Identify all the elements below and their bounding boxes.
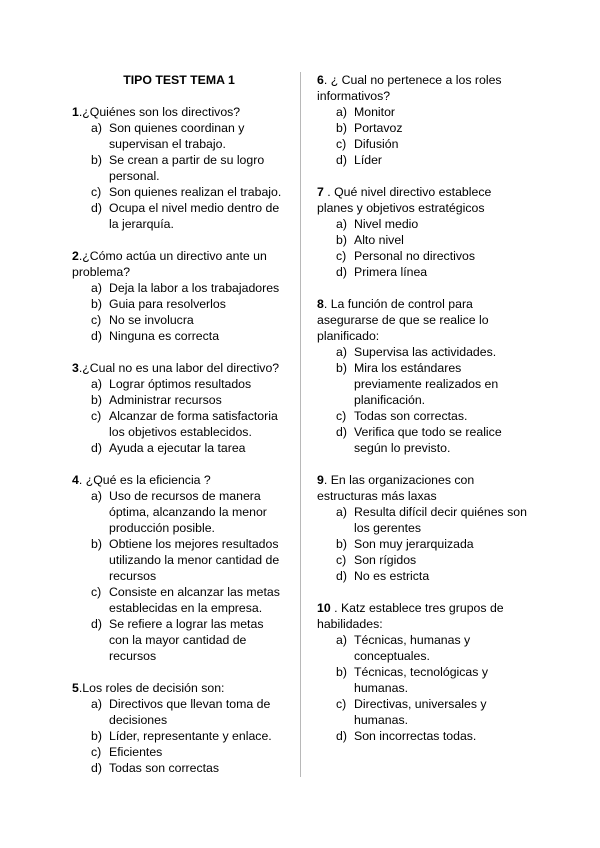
question-prompt: ¿Qué es la eficiencia ? (85, 473, 211, 487)
option-letter: d) (91, 617, 102, 631)
question-4 (72, 472, 286, 664)
question-3 (72, 360, 286, 456)
option-text: No se involucra (109, 313, 194, 327)
option-letter: a) (91, 489, 102, 503)
option-letter: a) (91, 281, 102, 295)
answer-option (317, 728, 529, 744)
option-text: Verifica que todo se realice según lo previsto. (354, 425, 502, 455)
question-8 (317, 296, 529, 456)
answer-options (72, 376, 286, 456)
option-letter: d) (91, 329, 102, 343)
question-1 (72, 104, 286, 232)
option-letter: b) (91, 537, 102, 551)
option-text: Nivel medio (354, 217, 419, 231)
question-5 (72, 680, 286, 776)
question-number: 3 (72, 361, 79, 375)
option-letter: a) (336, 105, 347, 119)
question-number: 8 (317, 297, 324, 311)
question-number: 4 (72, 473, 79, 487)
question-separator: . (323, 297, 331, 311)
question-text (317, 472, 529, 504)
answer-option (317, 136, 529, 152)
answer-option (72, 296, 286, 312)
answer-option (317, 264, 529, 280)
question-text (317, 184, 529, 216)
option-letter: d) (91, 201, 102, 215)
question-7 (317, 184, 529, 280)
option-text: Guia para resolverlos (109, 297, 226, 311)
question-number: 9 (317, 473, 324, 487)
option-text: Administrar recursos (109, 393, 222, 407)
option-text: Son rígidos (354, 553, 417, 567)
answer-options (72, 280, 286, 344)
option-letter: b) (336, 361, 347, 375)
option-text: Son muy jerarquizada (354, 537, 474, 551)
option-text: Son incorrectas todas. (354, 729, 477, 743)
question-prompt: ¿ Cual no pertenece a los roles informativos? (317, 73, 502, 103)
question-separator: . (323, 473, 331, 487)
answer-option (317, 120, 529, 136)
option-letter: d) (336, 569, 347, 583)
answer-option (317, 248, 529, 264)
option-text: Ninguna es correcta (109, 329, 220, 343)
answer-option (317, 536, 529, 552)
question-prompt: ¿Cual no es una labor del directivo? (82, 361, 280, 375)
question-separator: . (78, 681, 83, 695)
option-letter: b) (336, 233, 347, 247)
question-number: 6 (317, 73, 324, 87)
answer-options (72, 120, 286, 232)
question-separator: . (78, 105, 83, 119)
question-prompt: ¿Quiénes son los directivos? (82, 105, 241, 119)
answer-option (72, 760, 286, 776)
option-text: Supervisa las actividades. (354, 345, 497, 359)
question-2 (72, 248, 286, 344)
option-text: Se refiere a lograr las metas con la mayor cantidad de recursos (109, 617, 264, 663)
answer-option (317, 152, 529, 168)
option-text: No es estricta (354, 569, 430, 583)
question-prompt: La función de control para asegurarse de que se realice lo planificado: (317, 297, 489, 343)
option-text: Se crean a partir de su logro personal. (109, 153, 265, 183)
question-text (317, 296, 529, 344)
option-text: Mira los estándares previamente realizados en planificación. (354, 361, 499, 407)
right-column (317, 72, 529, 760)
option-text: Ayuda a ejecutar la tarea (109, 441, 246, 455)
answer-option (317, 216, 529, 232)
column-divider (300, 72, 301, 777)
answer-option (72, 744, 286, 760)
answer-options (317, 216, 529, 280)
question-text (72, 248, 286, 280)
option-letter: c) (336, 137, 347, 151)
option-text: Directivos que llevan toma de decisiones (109, 697, 271, 727)
option-text: Consiste en alcanzar las metas establecidas en la empresa. (109, 585, 280, 615)
option-letter: c) (91, 745, 102, 759)
answer-option (317, 408, 529, 424)
answer-option (72, 312, 286, 328)
question-text (317, 600, 529, 632)
option-text: Primera línea (354, 265, 428, 279)
question-10 (317, 600, 529, 744)
option-letter: a) (336, 505, 347, 519)
question-separator: . (323, 185, 335, 199)
question-text (72, 680, 286, 696)
answer-option (317, 696, 529, 728)
left-question-list (72, 104, 286, 776)
answer-option (317, 232, 529, 248)
question-separator: . (330, 601, 341, 615)
option-letter: b) (91, 393, 102, 407)
question-separator: . (323, 73, 331, 87)
question-number: 7 (317, 185, 324, 199)
option-letter: c) (91, 585, 102, 599)
question-separator: . (78, 249, 83, 263)
question-separator: . (78, 473, 86, 487)
option-text: Lograr óptimos resultados (109, 377, 252, 391)
question-6 (317, 72, 529, 168)
option-letter: a) (91, 121, 102, 135)
option-letter: c) (91, 409, 102, 423)
option-letter: a) (91, 697, 102, 711)
question-number: 1 (72, 105, 79, 119)
option-letter: c) (336, 697, 347, 711)
left-column (72, 72, 286, 792)
option-text: Monitor (354, 105, 396, 119)
question-prompt: En las organizaciones con estructuras más laxas (317, 473, 475, 503)
answer-option (72, 120, 286, 152)
option-letter: a) (336, 345, 347, 359)
option-text: Uso de recursos de manera óptima, alcanzando la menor producción posible. (109, 489, 267, 535)
answer-option (72, 328, 286, 344)
option-text: Ocupa el nivel medio dentro de la jerarquía. (109, 201, 280, 231)
answer-option (72, 616, 286, 664)
answer-options (317, 104, 529, 168)
answer-option (72, 488, 286, 536)
answer-option (72, 376, 286, 392)
option-letter: a) (336, 217, 347, 231)
option-letter: b) (336, 121, 347, 135)
option-letter: c) (336, 409, 347, 423)
answer-option (317, 632, 529, 664)
question-text (72, 360, 286, 376)
option-text: Personal no directivos (354, 249, 475, 263)
option-text: Líder, representante y enlace. (109, 729, 272, 743)
question-number: 2 (72, 249, 79, 263)
option-letter: c) (336, 553, 347, 567)
option-letter: d) (91, 761, 102, 775)
answer-option (72, 392, 286, 408)
answer-option (317, 504, 529, 536)
answer-option (72, 184, 286, 200)
answer-option (317, 424, 529, 456)
answer-option (317, 344, 529, 360)
answer-option (72, 440, 286, 456)
answer-option (317, 568, 529, 584)
option-letter: c) (91, 185, 102, 199)
answer-option (72, 408, 286, 440)
question-separator: . (78, 361, 83, 375)
answer-option (72, 536, 286, 584)
answer-option (317, 552, 529, 568)
answer-options (317, 344, 529, 456)
answer-option (72, 584, 286, 616)
question-prompt: Katz establece tres grupos de habilidades: (317, 601, 504, 631)
question-prompt: Qué nivel directivo establece planes y objetivos estratégicos (317, 185, 492, 215)
option-text: Técnicas, humanas y conceptuales. (354, 633, 471, 663)
answer-option (72, 280, 286, 296)
option-text: Líder (354, 153, 383, 167)
answer-option (317, 664, 529, 696)
option-letter: a) (336, 633, 347, 647)
option-letter: b) (91, 729, 102, 743)
option-text: Resulta difícil decir quiénes son los gerentes (354, 505, 527, 535)
option-letter: b) (91, 297, 102, 311)
question-9 (317, 472, 529, 584)
option-letter: d) (91, 441, 102, 455)
question-number: 5 (72, 681, 79, 695)
answer-option (72, 152, 286, 184)
option-text: Difusión (354, 137, 399, 151)
option-text: Técnicas, tecnológicas y humanas. (354, 665, 488, 695)
answer-options (72, 696, 286, 776)
answer-options (317, 504, 529, 584)
option-text: Son quienes coordinan y supervisan el trabajo. (109, 121, 245, 151)
option-letter: c) (91, 313, 102, 327)
option-letter: d) (336, 425, 347, 439)
option-text: Todas son correctas (109, 761, 220, 775)
option-text: Todas son correctas. (354, 409, 468, 423)
question-prompt: ¿Cómo actúa un directivo ante un problema? (72, 249, 267, 279)
option-letter: a) (91, 377, 102, 391)
option-letter: b) (336, 665, 347, 679)
option-text: Deja la labor a los trabajadores (109, 281, 280, 295)
question-text (317, 72, 529, 104)
option-text: Son quienes realizan el trabajo. (109, 185, 282, 199)
right-question-list (317, 72, 529, 744)
option-letter: c) (336, 249, 347, 263)
answer-option (317, 360, 529, 408)
option-letter: d) (336, 265, 347, 279)
option-text: Alcanzar de forma satisfactoria los objetivos establecidos. (109, 409, 278, 439)
answer-option (72, 696, 286, 728)
answer-option (72, 728, 286, 744)
question-text (72, 104, 286, 120)
option-letter: d) (336, 729, 347, 743)
answer-option (317, 104, 529, 120)
option-letter: b) (91, 153, 102, 167)
question-text (72, 472, 286, 488)
question-prompt: Los roles de decisión son: (82, 681, 225, 695)
option-letter: b) (336, 537, 347, 551)
answer-options (72, 488, 286, 664)
answer-option (72, 200, 286, 232)
answer-options (317, 632, 529, 744)
option-text: Obtiene los mejores resultados utilizando la menor cantidad de recursos (109, 537, 280, 583)
option-letter: d) (336, 153, 347, 167)
option-text: Portavoz (354, 121, 403, 135)
option-text: Alto nivel (354, 233, 404, 247)
page-title: TIPO TEST TEMA 1 (123, 73, 235, 87)
question-number: 10 (317, 601, 331, 615)
option-text: Eficientes (109, 745, 163, 759)
option-text: Directivas, universales y humanas. (354, 697, 487, 727)
